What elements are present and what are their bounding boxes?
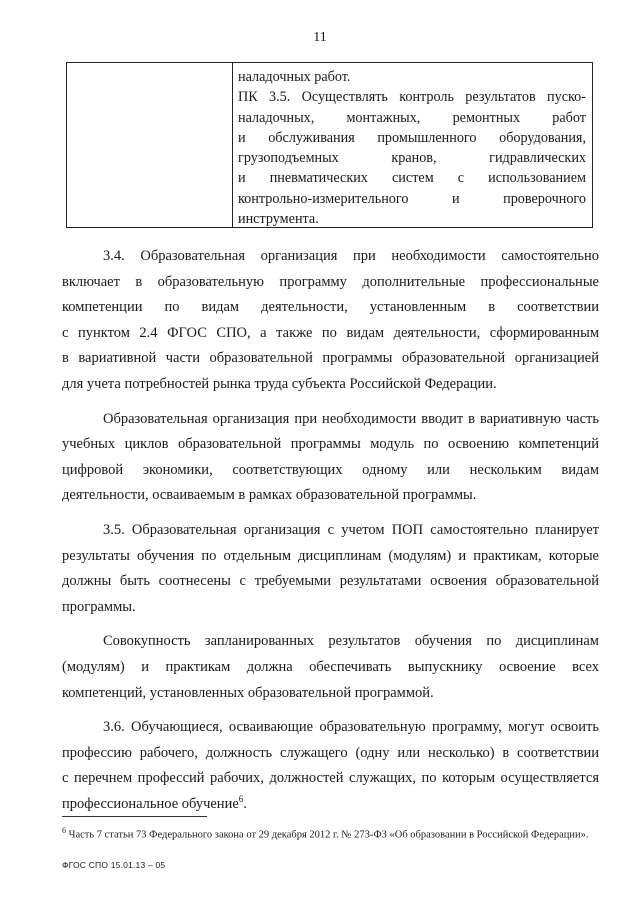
paragraph-line: в вариативной части образовательной программы образовательной организацией — [62, 350, 599, 367]
table-line: ПК 3.5. Осуществлять контроль результатов пуско- — [238, 89, 586, 106]
paragraph-line: должны быть соотнесены с требуемыми результатами освоения образовательной — [62, 573, 599, 590]
table-column-divider — [232, 63, 233, 227]
table-line: контрольно-измерительного и проверочного — [238, 190, 586, 207]
paragraph-line: 3.6. Обучающиеся, осваивающие образовательную программу, могут освоить — [103, 719, 599, 736]
paragraph-digital-economy — [62, 407, 599, 509]
paragraph-line: 3.5. Образовательная организация с учетом ПОП самостоятельно планирует — [103, 521, 599, 538]
paragraph-line: для учета потребностей рынка труда субъекта Российской Федерации. — [62, 375, 497, 392]
paragraph-line: Образовательная организация при необходимости вводит в вариативную часть — [103, 410, 599, 427]
paragraph-line: включает в образовательную программу дополнительные профессиональные — [62, 273, 599, 290]
paragraph-line: компетенции по видам деятельности, установленным в соответствии — [62, 299, 599, 316]
table-line: и пневматических систем с использованием — [238, 170, 586, 187]
paragraph-line: компетенций, установленных образовательной программой. — [62, 684, 434, 701]
table-line: и обслуживания промышленного оборудования, — [238, 129, 586, 146]
paragraph-line: с перечнем профессий рабочих, должностей служащих, по которым осуществляется — [62, 770, 599, 787]
footnote-text: Часть 7 статьи 73 Федерального закона от 29 декабря 2012 г. № 273-ФЗ «Об образовании в Российской Федерации». — [68, 829, 589, 841]
table-line: инструмента. — [238, 211, 319, 228]
document-code: ФГОС СПО 15.01.13 – 05 — [62, 860, 166, 870]
paragraph-planned-results — [62, 629, 599, 706]
paragraph-line: (модулям) и практикам должна обеспечивать выпускнику освоение всех — [62, 658, 599, 675]
sentence-end: . — [243, 795, 247, 812]
paragraph-3-5 — [62, 518, 599, 620]
paragraph-3-6 — [62, 715, 599, 817]
paragraph-line: профессию рабочего, должность служащего (одну или несколько) в соответствии — [62, 744, 599, 761]
paragraph-line: учебных циклов образовательной программы модуль по освоению компетенций — [62, 436, 599, 453]
table-line: грузоподъемных кранов, гидравлических — [238, 150, 586, 167]
paragraph-line: программы. — [62, 598, 136, 615]
paragraph-line: Совокупность запланированных результатов обучения по дисциплинам — [103, 633, 599, 650]
paragraph-line: цифровой экономики, соответствующих одному или нескольким видам — [62, 461, 599, 478]
footnote-reference[interactable]: 6 — [238, 794, 244, 805]
footnote — [62, 824, 602, 842]
footnote-separator — [62, 816, 207, 817]
competency-table — [66, 62, 593, 228]
table-line: наладочных работ. — [238, 69, 351, 85]
footnote-marker: 6 — [62, 826, 66, 835]
table-line: наладочных, монтажных, ремонтных работ — [238, 109, 586, 126]
paragraph-line: деятельности, осваиваемым в рамках образовательной программы. — [62, 487, 477, 504]
document-body — [62, 244, 599, 826]
paragraph-line-text: профессиональное обучение — [62, 795, 239, 812]
paragraph-line: результаты обучения по отдельным дисциплинам (модулям) и практикам, которые — [62, 547, 599, 564]
paragraph-line: 3.4. Образовательная организация при необходимости самостоятельно — [103, 248, 599, 264]
page-number: 11 — [313, 30, 327, 45]
paragraph-line: с пунктом 2.4 ФГОС СПО, а также по видам деятельности, сформированным — [62, 324, 599, 341]
table-cell-competencies — [238, 67, 586, 229]
paragraph-3-4 — [62, 244, 599, 398]
paragraph-line-with-footnote — [62, 792, 599, 818]
